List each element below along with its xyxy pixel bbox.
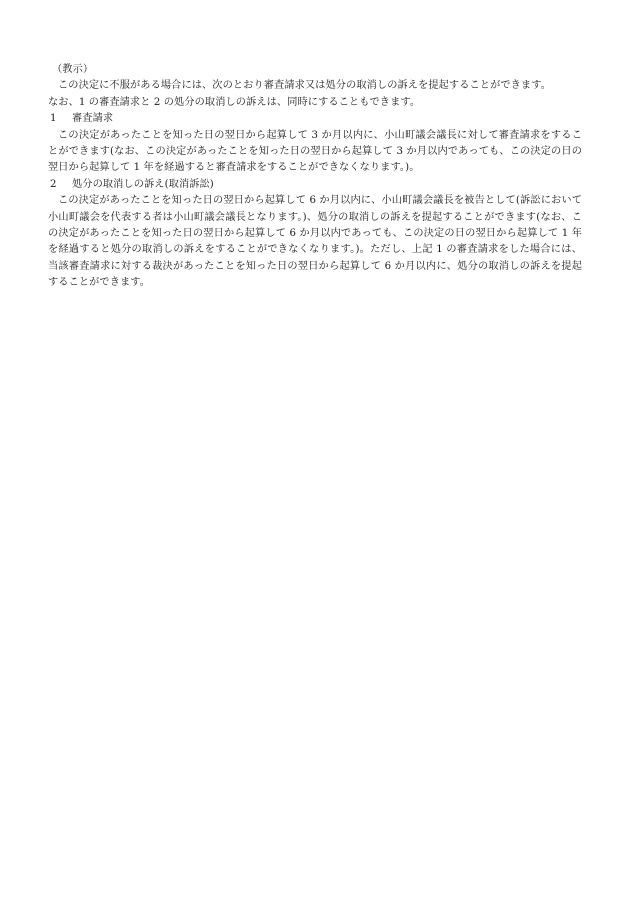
section-1-title: 審査請求 bbox=[72, 113, 114, 125]
section-2-title: 処分の取消しの訴え(取消訴訟) bbox=[72, 178, 214, 190]
section-1-heading bbox=[48, 111, 582, 127]
notice-heading: （教示） bbox=[52, 64, 94, 75]
section-2-heading bbox=[48, 177, 582, 193]
section-1-number: 1 bbox=[50, 113, 57, 125]
section-2-body: この決定があったことを知った日の翌日から起算して 6 か月以内に、小山町議会議長を被告として(訴訟において小山町議会を代表する者は小山町議会議長となります。)、処分の取消しの訴えを提起することができます(なお、この決定があったことを知った日の翌日から起算して 6 か月以内であっても、この決定の日の翌日から起算して 1 年を経過すると処分の取消しの訴えをすることができなくなります。)。ただし、上記 1 の審査請求をした場合には、当該審査請求に対する裁決があったことを知った日の翌日から起算して 6 か月以内に、処分の取消しの訴えを提起することができます。 bbox=[48, 195, 583, 289]
intro-paragraph: この決定に不服がある場合には、次のとおり審査請求又は処分の取消しの訴えを提起することができます。 bbox=[58, 80, 551, 92]
intro-note: なお、1 の審査請求と 2 の処分の取消しの訴えは、同時にすることもできます。 bbox=[48, 96, 421, 108]
notice-document bbox=[48, 62, 582, 292]
section-1-body: この決定があったことを知った日の翌日から起算して 3 か月以内に、小山町議会議長に対して審査請求をすることができます(なお、この決定があったことを知った日の翌日から起算して 3 か月以内であっても、この決定の日の翌日から起算して 1 年を経過すると審査請求をすることができなくなります。)。 bbox=[48, 129, 582, 174]
section-2-number: 2 bbox=[50, 178, 57, 190]
